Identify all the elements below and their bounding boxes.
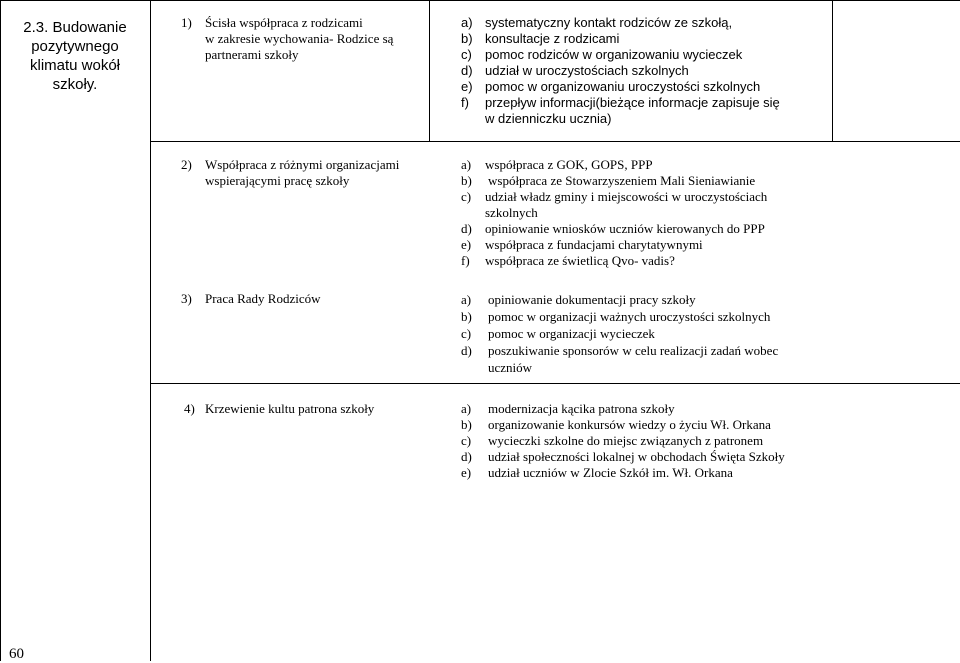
page-number: 60 — [9, 646, 24, 662]
item-marker: c) — [461, 326, 472, 341]
item-marker: d) — [461, 63, 473, 78]
item-marker: b) — [461, 417, 472, 432]
item-text: poszukiwanie sponsorów w celu realizacji zadań wobec — [488, 343, 779, 358]
item-text: pomoc w organizacji wycieczek — [488, 326, 655, 341]
item-marker: a) — [461, 292, 472, 307]
item-text: pomoc w organizowaniu uroczystości szkolnych — [485, 79, 761, 94]
topic-3-line-1: Praca Rady Rodziców — [205, 291, 321, 306]
topic-1-line-3: partnerami szkoły — [205, 47, 299, 62]
item-marker: d) — [461, 221, 472, 236]
item-marker: e) — [461, 465, 472, 480]
topic-2-line-1: Współpraca z różnymi organizacjami — [205, 157, 400, 172]
item-text: pomoc rodziców w organizowaniu wycieczek — [485, 47, 743, 62]
topic-1-line-2: w zakresie wychowania- Rodzice są — [205, 31, 394, 46]
item-marker: a) — [461, 401, 472, 416]
item-marker: f) — [461, 95, 469, 110]
item-text: konsultacje z rodzicami — [485, 31, 620, 46]
table-top-border — [0, 0, 960, 1]
item-marker: a) — [461, 15, 473, 30]
topic-2-number: 2) — [181, 157, 192, 172]
table-left-border — [0, 0, 1, 661]
item-marker: c) — [461, 47, 472, 62]
item-marker: c) — [461, 189, 472, 204]
item-text: udział uczniów w Zlocie Szkół im. Wł. Orkana — [488, 465, 733, 480]
item-marker: c) — [461, 433, 472, 448]
item-text: modernizacja kącika patrona szkoły — [488, 401, 675, 416]
item-text: udział władz gminy i miejscowości w uroczystościach — [485, 189, 768, 204]
item-marker: e) — [461, 79, 473, 94]
item-text: opiniowanie dokumentacji pracy szkoły — [488, 292, 696, 307]
item-text: systematyczny kontakt rodziców ze szkołą, — [485, 15, 733, 30]
column-divider-1 — [150, 0, 151, 661]
item-text: przepływ informacji(bieżące informacje zapisuje się — [485, 95, 780, 110]
topic-2-line-2: wspierającymi pracę szkoły — [205, 173, 350, 188]
item-marker: d) — [461, 343, 472, 358]
item-text: wycieczki szkolne do miejsc związanych z patronem — [488, 433, 764, 448]
column-divider-3 — [832, 0, 833, 142]
item-text: współpraca ze świetlicą Qvo- vadis? — [485, 253, 675, 268]
item-marker: d) — [461, 449, 472, 464]
section-title: 2.3. Budowanie pozytywnego klimatu wokół szkoły. — [23, 19, 127, 93]
row-divider-1 — [150, 141, 960, 142]
item-marker: b) — [461, 173, 472, 188]
item-marker: b) — [461, 31, 473, 46]
item-text: udział w uroczystościach szkolnych — [485, 63, 689, 78]
item-text: udział społeczności lokalnej w obchodach Święta Szkoły — [488, 449, 785, 464]
item-text: szkolnych — [485, 205, 538, 220]
item-text: współpraca z fundacjami charytatywnymi — [485, 237, 703, 252]
item-marker: f) — [461, 253, 470, 268]
item-marker: a) — [461, 157, 472, 172]
item-text: współpraca z GOK, GOPS, PPP — [485, 157, 653, 172]
item-text: organizowanie konkursów wiedzy o życiu Wł. Orkana — [488, 417, 771, 432]
topic-1-number: 1) — [181, 15, 192, 30]
item-text: uczniów — [488, 360, 533, 375]
item-text: pomoc w organizacji ważnych uroczystości szkolnych — [488, 309, 771, 324]
column-divider-2 — [429, 0, 430, 142]
item-text: współpraca ze Stowarzyszeniem Mali Sieniawianie — [488, 173, 756, 188]
row-divider-2 — [150, 383, 960, 384]
item-text: w dzienniczku ucznia) — [485, 111, 612, 126]
item-marker: e) — [461, 237, 472, 252]
topic-4-number: 4) — [184, 401, 195, 416]
topic-1-line-1: Ścisła współpraca z rodzicami — [205, 15, 363, 30]
item-text: opiniowanie wniosków uczniów kierowanych do PPP — [485, 221, 765, 236]
item-marker: b) — [461, 309, 472, 324]
topic-4-line-1: Krzewienie kultu patrona szkoły — [205, 401, 375, 416]
topic-3-number: 3) — [181, 291, 192, 306]
